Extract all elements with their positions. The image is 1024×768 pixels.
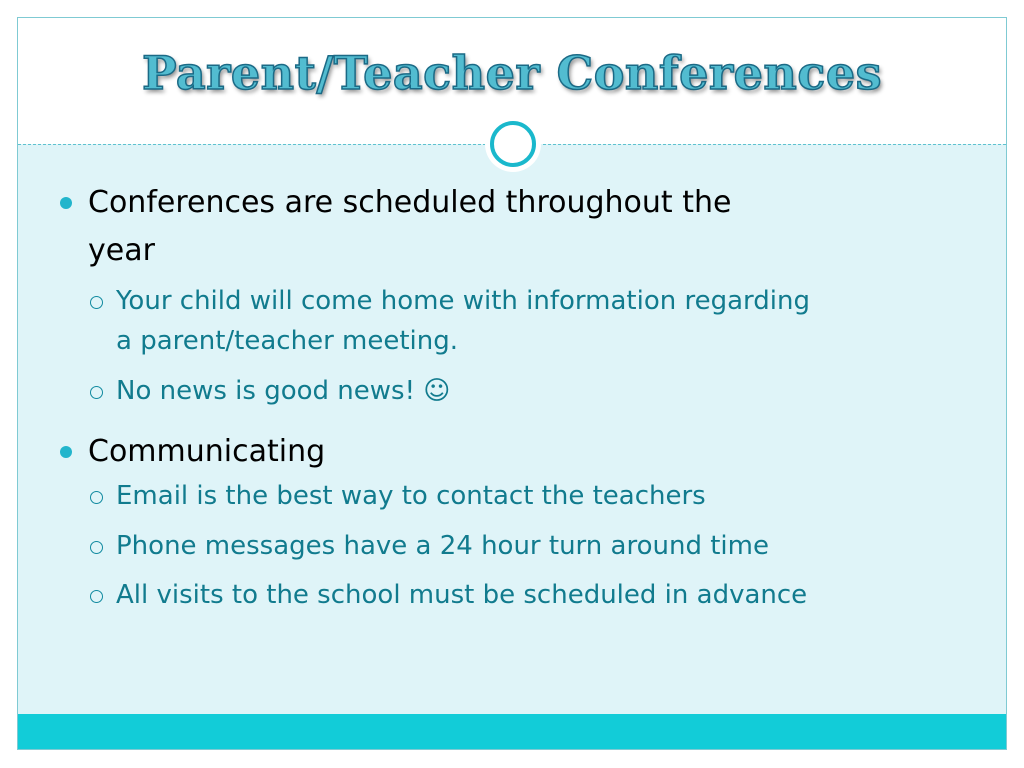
subitem-2-2-text: Phone messages have a 24 hour turn around time (116, 531, 769, 561)
ring-ornament-inner (490, 121, 536, 167)
slide (17, 17, 1007, 750)
ring-ornament-icon (485, 116, 541, 172)
subitem-1-2-text: No news is good news! ☺ (116, 376, 451, 406)
hollow-circle-bullet-icon (90, 541, 103, 554)
filled-circle-bullet-icon (60, 446, 72, 458)
hollow-circle-bullet-icon (90, 296, 103, 309)
subitem-1-1-text: Your child will come home with information regarding (116, 286, 810, 316)
bullet-1-text-line2: year (88, 233, 155, 268)
bullet-2-text: Communicating (88, 434, 326, 469)
slide-title: Parent/Teacher Conferences (141, 46, 883, 100)
subitem-1-1-text-line2: a parent/teacher meeting. (116, 326, 459, 356)
footer-band (18, 714, 1006, 749)
subitem-2-3-text: All visits to the school must be scheduled in advance (116, 580, 808, 610)
hollow-circle-bullet-icon (90, 590, 103, 603)
bullet-1-text: Conferences are scheduled throughout the (88, 185, 732, 220)
filled-circle-bullet-icon (60, 197, 72, 209)
hollow-circle-bullet-icon (90, 491, 103, 504)
hollow-circle-bullet-icon (90, 386, 103, 399)
subitem-2-1-text: Email is the best way to contact the teachers (116, 481, 706, 511)
